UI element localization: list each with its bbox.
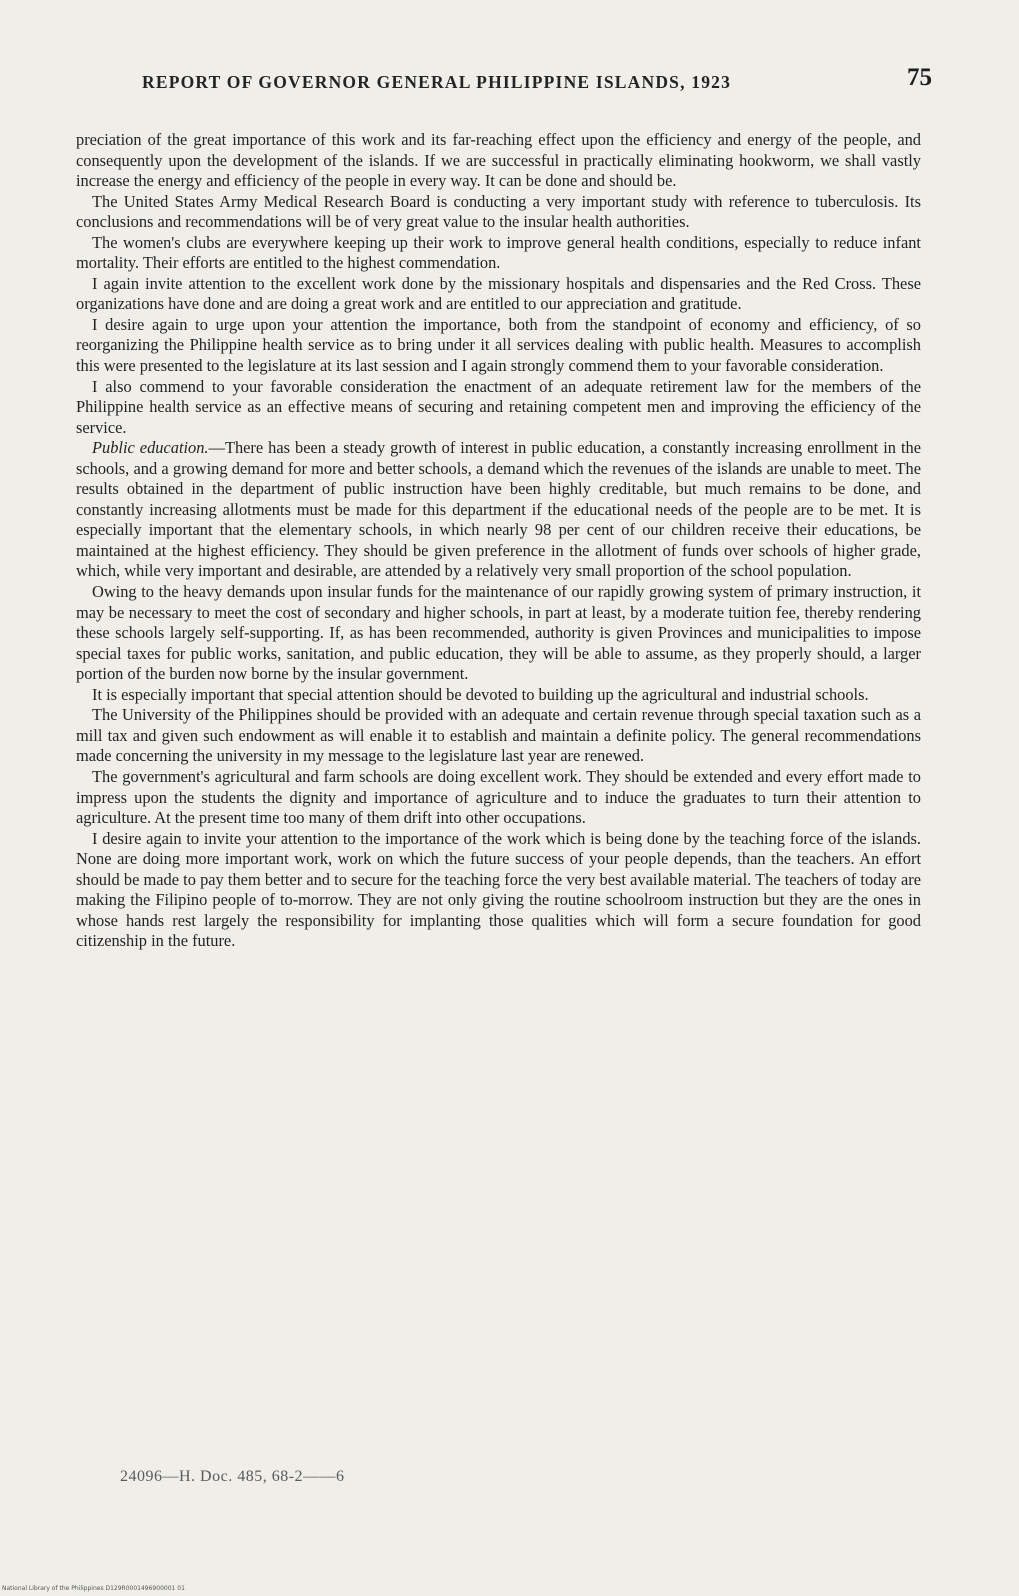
paragraph: I also commend to your favorable consideration the enactment of an adequate retirement law for the members of the Philippine health service as an effective means of securing and retaining competent men and improving the efficiency of the service. <box>76 376 921 437</box>
paragraph-text: —There has been a steady growth of interest in public education, a constantly increasing enrollment in the schools, and a growing demand for more and better schools, a demand which the revenues of the islands are unable to meet. The results obtained in the department of public instruction have been highly creditable, but much remains to be done, and constantly increasing allotments must be made for this department if the educational needs of the people are to be met. It is especially important that the elementary schools, in which nearly 98 per cent of our children receive their educations, be maintained at the highest efficiency. They should be given preference in the allotment of funds over schools of higher grade, which, while very important and desirable, are attended by a relatively very small proportion of the school population. <box>76 438 921 581</box>
paragraph: I desire again to urge upon your attention the importance, both from the standpoint of economy and efficiency, of so reorganizing the Philippine health service as to bring under it all services dealing with public health. Measures to accomplish this were presented to the legislature at its last session and I again strongly commend them to your favorable consideration. <box>76 314 921 376</box>
paragraph: preciation of the great importance of this work and its far-reaching effect upon the efficiency and energy of the people, and consequently upon the development of the islands. If we are successful in practically eliminating hookworm, we shall vastly increase the energy and efficiency of the people in every way. It can be done and should be. <box>76 130 921 191</box>
running-head: REPORT OF GOVERNOR GENERAL PHILIPPINE ISLANDS, 1923 <box>142 72 732 92</box>
paragraph: The University of the Philippines should be provided with an adequate and certain revenue through special taxation such as a mill tax and given such endowment as will enable it to establish and maintain a definite policy. The general recommendations made concerning the university in my message to the legislature last year are renewed. <box>76 705 921 766</box>
paragraph: The government's agricultural and farm schools are doing excellent work. They should be extended and every effort made to impress upon the students the dignity and importance of agriculture and to induce the graduates to turn their attention to agriculture. At the present time too many of them drift into other occupations. <box>76 766 921 828</box>
section-heading: Public education. <box>92 438 209 458</box>
paragraph-public-education <box>76 438 921 582</box>
document-reference: 24096—H. Doc. 485, 68-2——6 <box>120 1468 345 1485</box>
paragraph: I desire again to invite your attention to the importance of the work which is being done by the teaching force of the islands. None are doing more important work, work on which the future success of your people depends, than the teachers. An effort should be made to pay them better and to secure for the teaching force the very best available material. The teachers of today are making the Filipino people of to-morrow. They are not only giving the routine schoolroom instruction but they are the ones in whose hands rest largely the responsibility for implanting those qualities which will form a secure foundation for good citizenship in the future. <box>76 828 921 951</box>
page-header <box>142 62 932 102</box>
archive-stamp: National Library of the Philippines D129R0001496900001 01 <box>2 1585 185 1592</box>
body-text <box>76 130 921 952</box>
paragraph: The women's clubs are everywhere keeping up their work to improve general health conditions, especially to reduce infant mortality. Their efforts are entitled to the highest commendation. <box>76 232 921 273</box>
paragraph: The United States Army Medical Research Board is conducting a very important study with reference to tuberculosis. Its conclusions and recommendations will be of very great value to the insular health authorities. <box>76 191 921 232</box>
paragraph: I again invite attention to the excellent work done by the missionary hospitals and dispensaries and the Red Cross. These organizations have done and are doing a great work and are entitled to our appreciation and gratitude. <box>76 273 921 314</box>
page-number: 75 <box>907 64 932 91</box>
paragraph: It is especially important that special attention should be devoted to building up the agricultural and industrial schools. <box>92 684 869 704</box>
paragraph: Owing to the heavy demands upon insular funds for the maintenance of our rapidly growing system of primary instruction, it may be necessary to meet the cost of secondary and higher schools, in part at least, by a moderate tuition fee, thereby rendering these schools largely self-supporting. If, as has been recommended, authority is given Provinces and municipalities to impose special taxes for public works, sanitation, and public education, they will be able to assume, as they properly should, a larger portion of the burden now borne by the insular government. <box>76 582 921 684</box>
